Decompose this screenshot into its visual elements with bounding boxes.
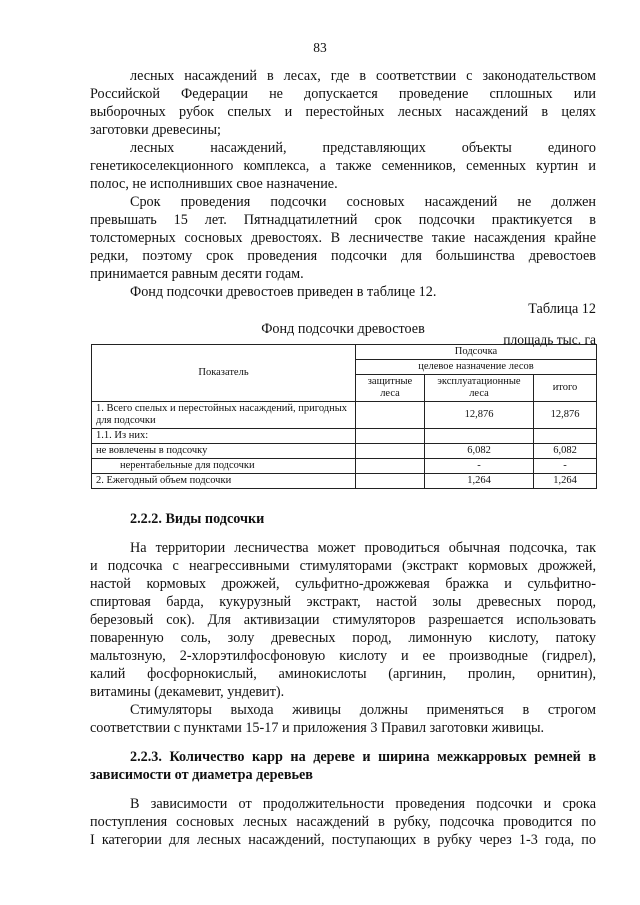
table-row [92,459,597,474]
paragraph-line: редки, поэтому срок проведения подсочки для большинства древостоев [90,248,596,264]
cell-protective [356,444,425,459]
cell-total: - [534,459,597,474]
paragraph-line: выборочных рубок спелых и перестойных лесных насаждений в целях [90,104,596,120]
cell-total: 6,082 [534,444,597,459]
row-label: нерентабельные для подсочки [92,459,356,474]
paragraph-line: полос, не исполнивших свое назначение. [90,176,338,192]
section-heading: зависимости от диаметра деревьев [90,767,313,783]
table-unit: площадь тыс. га [503,332,596,347]
paragraph-line: заготовки древесины; [90,122,221,138]
table-row [92,429,597,444]
section-heading: 2.2.2. Виды подсочки [130,511,265,527]
cell-total [534,429,597,444]
cell-total: 1,264 [534,474,597,489]
section-heading: 2.2.3. Количество карр на дереве и ширина межкарровых ремней в [130,749,596,765]
cell-protective [356,459,425,474]
table-row [92,444,597,459]
paragraph-line: В зависимости от продолжительности проведения подсочки и срока [130,796,596,812]
table-row [92,474,597,489]
row-label: 1.1. Из них: [92,429,356,444]
col-exploitation: эксплуатационные леса [425,375,534,402]
paragraph-line: превышать 15 лет. Пятнадцатилетний срок подсочки практикуется в [90,212,596,228]
table-title: Фонд подсочки древостоев [261,321,425,337]
cell-exploitation [425,429,534,444]
paragraph-line: Фонд подсочки древостоев приведен в таблице 12. [130,284,437,300]
cell-total: 12,876 [534,402,597,429]
cell-protective [356,474,425,489]
header-group: Подсочка [356,345,597,360]
row-label: не вовлечены в подсочку [92,444,356,459]
paragraph-line: толстомерных сосновых древостоях. В лесничестве такие насаждения крайне [90,230,596,246]
cell-exploitation: 12,876 [425,402,534,429]
cell-protective [356,402,425,429]
header-subgroup: целевое назначение лесов [356,360,597,375]
page-number: 83 [313,40,327,55]
cell-exploitation: 6,082 [425,444,534,459]
paragraph-line: настой кормовых дрожжей, сульфитно-дрожжевая бражка и сульфитно- [90,576,596,592]
table-label: Таблица 12 [528,301,596,317]
paragraph-line: калий фосфорнокислый, аминокислоты (аргинин, пролин, орнитин), [90,666,596,682]
paragraph-line: спиртовая барда, кукурузный экстракт, настой золы древесных пород, [90,594,596,610]
header-indicator: Показатель [92,345,356,402]
paragraph-line: лесных насаждений, представляющих объекты единого [130,140,596,156]
paragraph-line: принимается равным десяти годам. [90,266,304,282]
paragraph-line: Срок проведения подсочки сосновых насаждений не должен [130,194,596,210]
table-row [92,402,597,429]
paragraph-line: соответствии с пунктами 15-17 и приложения 3 Правил заготовки живицы. [90,720,545,736]
cell-protective [356,429,425,444]
paragraph-line: Российской Федерации не допускается проведение сплошных или [90,86,596,102]
paragraph-line: поваренную соль, золу древесных пород, лимонную кислоту, патоку [90,630,596,646]
paragraph-line: березовый сок). Для активизации стимуляторов разрешается использовать [90,612,596,628]
col-protective: защитные леса [356,375,425,402]
paragraph-line: I категории для лесных насаждений, поступающих в рубку через 1-3 года, по [90,832,596,848]
paragraph-line: На территории лесничества может проводиться обычная подсочка, так [130,540,596,556]
cell-exploitation: 1,264 [425,474,534,489]
row-label: 1. Всего спелых и перестойных насаждений, пригодных для подсочки [92,402,356,429]
row-label: 2. Ежегодный объем подсочки [92,474,356,489]
fund-table [91,344,597,489]
col-total: итого [534,375,597,402]
paragraph-line: поступления сосновых лесных насаждений в рубку, подсочка проводится по [90,814,596,830]
paragraph-line: и подсочка с неагрессивными стимуляторами (экстракт кормовых дрожжей, [90,558,596,574]
cell-exploitation: - [425,459,534,474]
paragraph-line: мальтозную, 2-хлорэтилфосфоновую кислоту и ее производные (гидрел), [90,648,596,664]
paragraph-line: витамины (декамевит, ундевит). [90,684,285,700]
paragraph-line: генетикоселекционного комплекса, а также семенников, семенных куртин и [90,158,596,174]
paragraph-line: Стимуляторы выхода живицы должны применяться в строгом [130,702,596,718]
paragraph-line: лесных насаждений в лесах, где в соответствии с законодательством [130,68,596,84]
